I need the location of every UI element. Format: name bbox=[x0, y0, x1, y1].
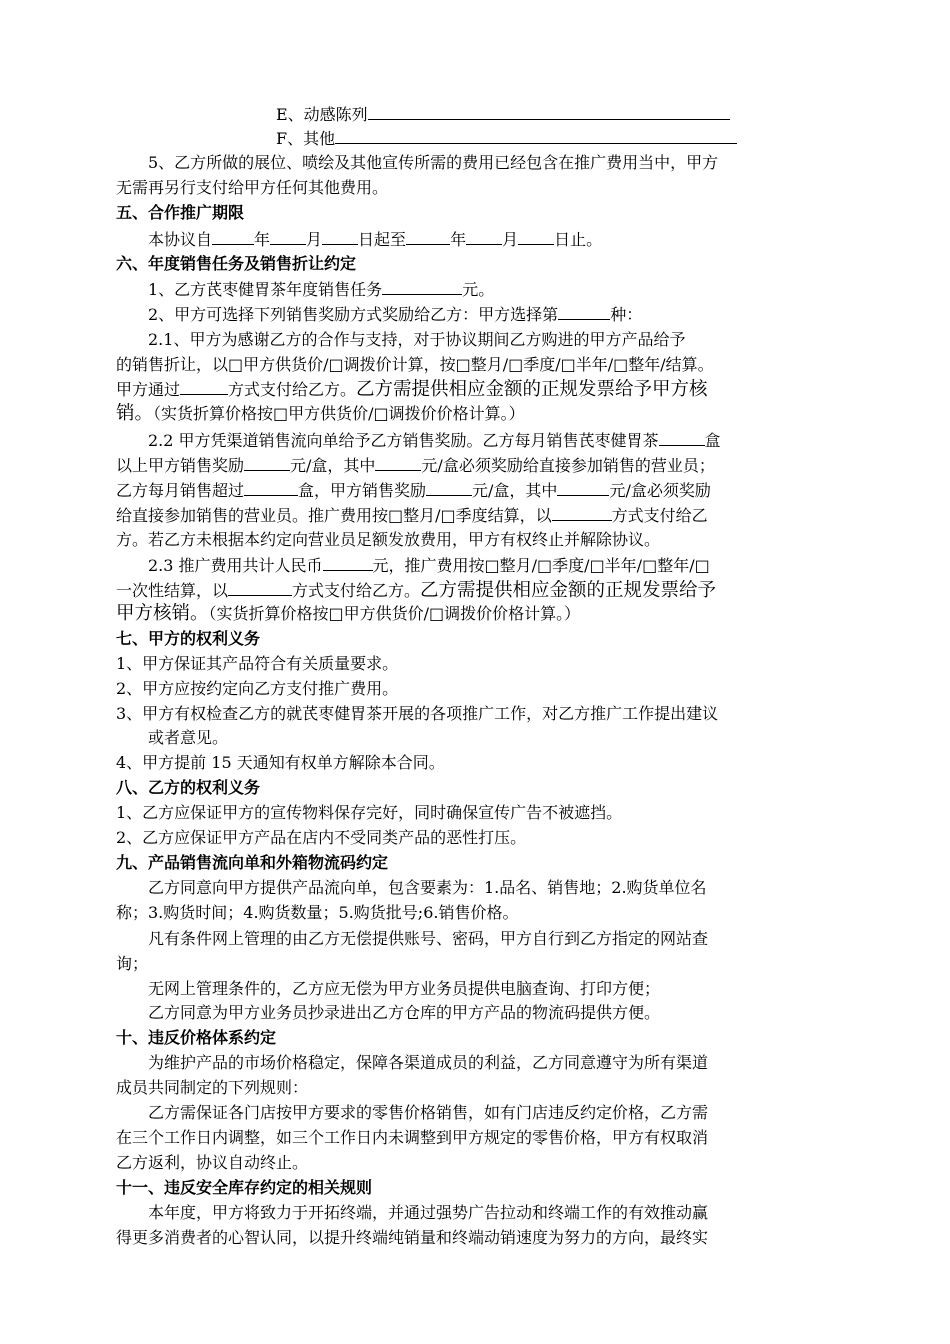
s7-item-3-line-2: 或者意见。 bbox=[148, 728, 229, 747]
per-box-label: 元/盒，其中 bbox=[290, 456, 376, 475]
start-month-blank bbox=[270, 228, 306, 245]
s9-para-4: 乙方同意为甲方业务员抄录进出乙方仓库的甲方产品的物流码提供方便。 bbox=[148, 1003, 661, 1022]
para-2-3-line-3 bbox=[116, 603, 580, 627]
start-year-blank bbox=[212, 228, 254, 245]
para-2-2-line-3 bbox=[116, 479, 711, 503]
pay-method-suffix: 方式支付给乙方。 bbox=[228, 380, 357, 399]
s8-item-2: 2、乙方应保证甲方产品在店内不受同类产品的恶性打压。 bbox=[116, 828, 527, 847]
reward-amount-blank bbox=[244, 454, 290, 471]
price-basis-note: （实货折算价格按□甲方供货价/□调拨价价格计算。） bbox=[153, 404, 525, 423]
monthly-sales-label: 2.2 甲方凭渠道销售流向单给予乙方销售奖励。乙方每月销售芪枣健胃茶 bbox=[148, 431, 659, 450]
s10-para-2-line-3: 乙方返利，协议自动终止。 bbox=[116, 1153, 309, 1172]
year-label: 年 bbox=[254, 230, 271, 249]
para-5-line-2: 无需再另行支付给甲方任何其他费用。 bbox=[116, 178, 389, 197]
total-fee-label: 2.3 推广费用共计人民币 bbox=[148, 556, 323, 575]
item-e-label: E、动感陈列 bbox=[276, 105, 368, 124]
exceed-staff-blank bbox=[557, 479, 609, 496]
invoice-note: 乙方需提供相应金额的正规发票给予甲方核 bbox=[356, 379, 708, 400]
yuan-label: 元。 bbox=[462, 280, 495, 299]
para-2-3-line-1 bbox=[148, 554, 710, 578]
s9-para-2-line-1: 凡有条件网上管理的由乙方无偿提供账号、密码，甲方自行到乙方指定的网站查 bbox=[148, 929, 709, 948]
reward-label: 以上甲方销售奖励 bbox=[116, 456, 245, 475]
year-label-2: 年 bbox=[450, 230, 467, 249]
month-label: 月 bbox=[306, 230, 323, 249]
s10-para-1-line-1: 为维护产品的市场价格稳定，保障各渠道成员的利益，乙方同意遵守为所有渠道 bbox=[148, 1053, 709, 1072]
section-11-heading: 十一、违反安全库存约定的相关规则 bbox=[116, 1178, 373, 1197]
day-from-label: 日起至 bbox=[358, 230, 407, 249]
item-f-blank bbox=[335, 127, 737, 144]
para-2-2-line-5: 方。若乙方未根据本约定向营业员足额发放费用，甲方有权终止并解除协议。 bbox=[116, 530, 661, 549]
para-2-1-line-3 bbox=[116, 378, 708, 402]
pay-via-label: 甲方通过 bbox=[116, 380, 181, 399]
s10-para-2-line-1: 乙方需保证各门店按甲方要求的零售价格销售，如有门店违反约定价格，乙方需 bbox=[148, 1103, 709, 1122]
s7-item-2: 2、甲方应按约定向乙方支付推广费用。 bbox=[116, 679, 399, 698]
sales-task-blank bbox=[382, 278, 462, 295]
one-time-suffix: 方式支付给乙方。 bbox=[292, 581, 421, 600]
para-2-1-line-1: 2.1、甲方为感谢乙方的合作与支持，对于协议期间乙方购进的甲方产品给予 bbox=[148, 330, 686, 349]
reward-choice-suffix: 种： bbox=[610, 305, 643, 324]
one-time-label: 一次性结算，以 bbox=[116, 581, 229, 600]
day-until-label: 日止。 bbox=[554, 230, 603, 249]
s9-para-1-line-1: 乙方同意向甲方提供产品流向单，包含要素为：1.品名、销售地；2.购货单位名 bbox=[148, 878, 707, 897]
s9-para-3: 无网上管理条件的，乙方应无偿为甲方业务员提供电脑查询、打印方便； bbox=[148, 979, 661, 998]
item-f-line bbox=[276, 127, 737, 151]
box-unit: 盒 bbox=[704, 431, 721, 450]
promo-method-blank bbox=[552, 504, 612, 521]
s9-para-2-line-2: 询； bbox=[116, 954, 149, 973]
start-day-blank bbox=[322, 228, 358, 245]
end-day-blank bbox=[518, 228, 554, 245]
s10-para-2-line-2: 在三个工作日内调整，如三个工作日内未调整到甲方规定的零售价格，甲方有权取消 bbox=[116, 1128, 709, 1147]
one-time-method-blank bbox=[228, 579, 292, 596]
promo-method-suffix: 方式支付给乙 bbox=[611, 506, 708, 525]
s11-para-1-line-1: 本年度，甲方将致力于开拓终端，并通过强势广告拉动和终端工作的有效推动赢 bbox=[148, 1203, 709, 1222]
staff-reward-blank bbox=[375, 454, 421, 471]
exceed-reward-blank bbox=[426, 479, 472, 496]
exceed-boxes-blank bbox=[244, 479, 298, 496]
para-6-2 bbox=[148, 303, 642, 327]
section-9-heading: 九、产品销售流向单和外箱物流码约定 bbox=[116, 853, 389, 872]
para-2-2-line-4 bbox=[116, 504, 708, 528]
total-fee-blank bbox=[323, 554, 373, 571]
period-line bbox=[148, 228, 602, 252]
invoice-note-end: 销。 bbox=[116, 403, 154, 424]
section-6-heading: 六、年度销售任务及销售折让约定 bbox=[116, 254, 357, 273]
invoice-note-2: 乙方需提供相应金额的正规发票给予 bbox=[420, 580, 717, 601]
exceed-reward-label: 盒，甲方销售奖励 bbox=[298, 481, 427, 500]
para-2-3-line-2 bbox=[116, 579, 716, 603]
staff-reward-text: 元/盒必须奖励给直接参加销售的营业员； bbox=[421, 456, 715, 475]
exceed-label: 乙方每月销售超过 bbox=[116, 481, 245, 500]
s10-para-1-line-2: 成员共同制定的下列规则： bbox=[116, 1078, 309, 1097]
reward-choice-label: 2、甲方可选择下列销售奖励方式奖励给乙方：甲方选择第 bbox=[148, 305, 559, 324]
section-10-heading: 十、违反价格体系约定 bbox=[116, 1028, 277, 1047]
end-month-blank bbox=[466, 228, 502, 245]
exceed-per-box: 元/盒，其中 bbox=[472, 481, 558, 500]
promo-settle-label: 给直接参加销售的营业员。推广费用按□整月/□季度结算，以 bbox=[116, 506, 552, 525]
invoice-note-2-end: 甲方核销。 bbox=[116, 603, 209, 624]
reward-choice-blank bbox=[558, 303, 610, 320]
monthly-boxes-blank bbox=[659, 429, 705, 446]
month-label-2: 月 bbox=[502, 230, 519, 249]
pay-method-blank bbox=[180, 378, 228, 395]
total-fee-settle-text: 元，推广费用按□整月/□季度/□半年/□整年/□ bbox=[372, 556, 710, 575]
s9-para-1-line-2: 称；3.购货时间；4.购货数量；5.购货批号;6.销售价格。 bbox=[116, 903, 519, 922]
section-8-heading: 八、乙方的权利义务 bbox=[116, 778, 261, 797]
price-basis-note-2: （实货折算价格按□甲方供货价/□调拨价价格计算。） bbox=[208, 604, 581, 623]
s11-para-1-line-2: 得更多消费者的心智认同，以提升终端纯销量和终端动销速度为努力的方向，最终实 bbox=[116, 1228, 709, 1247]
para-5-line-1: 5、乙方所做的展位、喷绘及其他宣传所需的费用已经包含在推广费用当中，甲方 bbox=[148, 153, 719, 172]
s7-item-1: 1、甲方保证其产品符合有关质量要求。 bbox=[116, 654, 399, 673]
sales-task-label: 1、乙方芪枣健胃茶年度销售任务 bbox=[148, 280, 383, 299]
s8-item-1: 1、乙方应保证甲方的宣传物料保存完好，同时确保宣传广告不被遮挡。 bbox=[116, 803, 623, 822]
para-2-1-line-2: 的销售折让，以□甲方供货价/□调拨价计算，按□整月/□季度/□半年/□整年/结算。 bbox=[116, 355, 714, 374]
para-2-1-line-4 bbox=[116, 403, 525, 427]
section-7-heading: 七、甲方的权利义务 bbox=[116, 629, 261, 648]
section-5-heading: 五、合作推广期限 bbox=[116, 203, 245, 222]
item-f-label: F、其他 bbox=[276, 129, 336, 148]
item-e-line bbox=[276, 103, 730, 127]
end-year-blank bbox=[406, 228, 450, 245]
para-2-2-line-2 bbox=[116, 454, 715, 478]
item-e-blank bbox=[368, 103, 730, 120]
exceed-staff-text: 元/盒必须奖励 bbox=[609, 481, 711, 500]
s7-item-4: 4、甲方提前 15 天通知有权单方解除本合同。 bbox=[116, 753, 445, 772]
para-6-1 bbox=[148, 278, 494, 302]
period-start-text: 本协议自 bbox=[148, 230, 213, 249]
para-2-2-line-1 bbox=[148, 429, 721, 453]
s7-item-3-line-1: 3、甲方有权检查乙方的就芪枣健胃茶开展的各项推广工作，对乙方推广工作提出建议 bbox=[116, 704, 719, 723]
